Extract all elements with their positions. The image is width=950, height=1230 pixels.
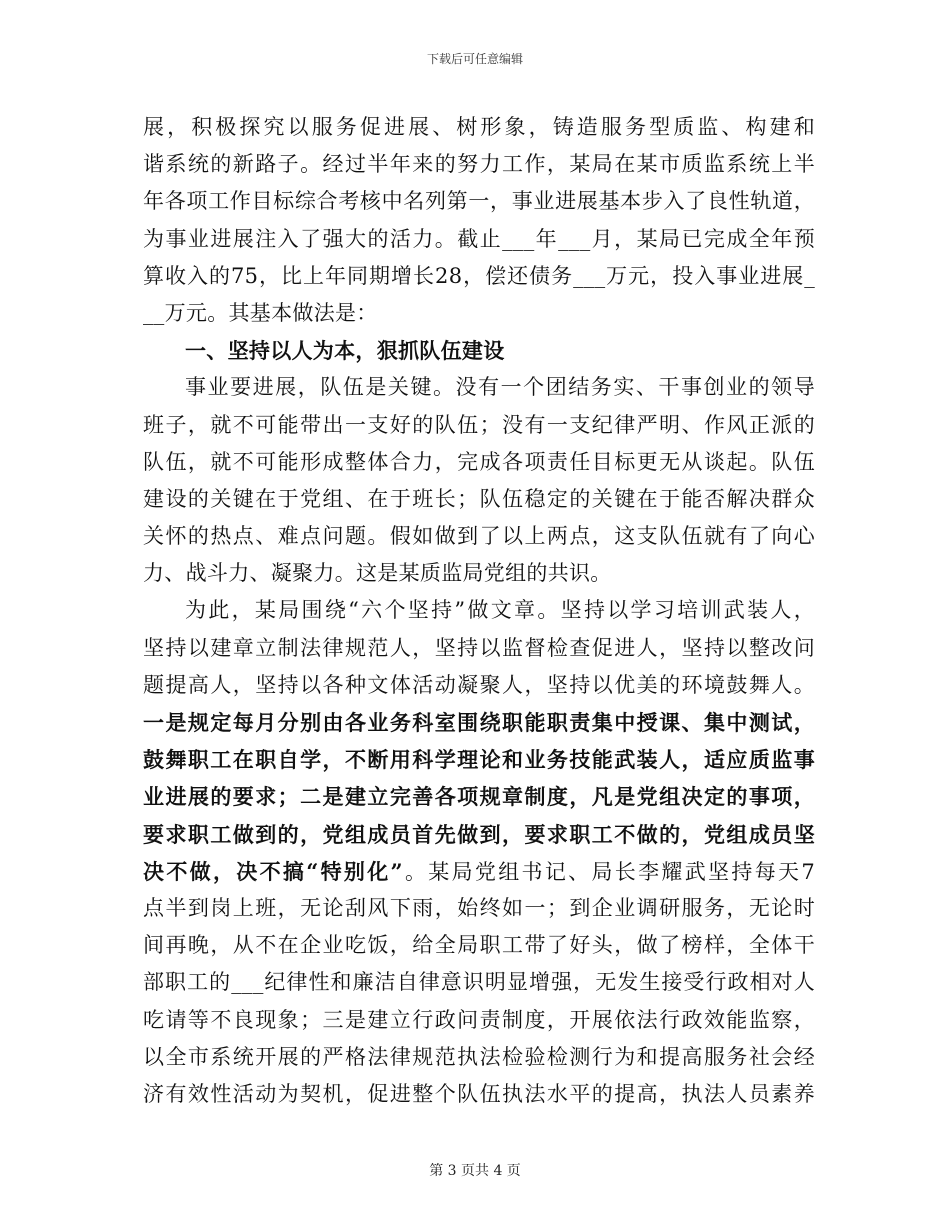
section-heading: 一、坚持以人为本，狠抓队伍建设 bbox=[185, 338, 505, 364]
paragraph-line: 吃请等不良现象；三是建立行政问责制度，开展依法行政效能监察， bbox=[143, 1007, 815, 1032]
paragraph-line: 事业要进展，队伍是关键。没有一个团结务实、干事创业的领导 bbox=[185, 375, 815, 400]
paragraph-line: 为事业进展注入了强大的活力。截止___年___月，某局已完成全年预 bbox=[143, 226, 815, 251]
paragraph-line: 点半到岗上班，无论刮风下雨，始终如一；到企业调研服务，无论时 bbox=[143, 895, 815, 920]
paragraph-line: 以全市系统开展的严格法律规范执法检验检测行为和提高服务社会经 bbox=[143, 1044, 815, 1069]
paragraph-line-bold: 鼓舞职工在职自学，不断用科学理论和业务技能武装人，适应质监事 bbox=[143, 747, 815, 773]
paragraph-line: 队伍，就不可能形成整体合力，完成各项责任目标更无从谈起。队伍 bbox=[143, 449, 815, 474]
paragraph-line-bold: 一是规定每月分别由各业务科室围绕职能职责集中授课、集中测试， bbox=[143, 710, 815, 735]
paragraph-line: 部职工的___纪律性和廉洁自律意识明显增强，无发生接受行政相对人 bbox=[143, 970, 815, 995]
paragraph-line: 关怀的热点、难点问题。假如做到了以上两点，这支队伍就有了向心 bbox=[143, 524, 815, 549]
paragraph-line: 坚持以建章立制法律规范人，坚持以监督检查促进人，坚持以整改问 bbox=[143, 635, 815, 660]
document-body bbox=[143, 109, 815, 1113]
paragraph-line: 力、战斗力、凝聚力。这是某质监局党组的共识。 bbox=[143, 561, 612, 586]
page-header-note: 下载后可任意编辑 bbox=[426, 52, 523, 66]
paragraph-line: 展，积极探究以服务促进展、树形象，铸造服务型质监、构建和 bbox=[143, 115, 815, 139]
paragraph-line: 题提高人，坚持以各种文体活动凝聚人，坚持以优美的环境鼓舞人。 bbox=[143, 672, 815, 697]
paragraph-line: 班子，就不可能带出一支好的队伍；没有一支纪律严明、作风正派的 bbox=[143, 412, 815, 437]
paragraph-line-bold: 业进展的要求；二是建立完善各项规章制度，凡是党组决定的事项， bbox=[143, 784, 815, 810]
paragraph-line: 建设的关键在于党组、在于班长；队伍稳定的关键在于能否解决群众 bbox=[143, 486, 815, 511]
page-footer-number: 第 3 页共 4 页 bbox=[429, 1163, 521, 1179]
paragraph-line: 谐系统的新路子。经过半年来的努力工作，某局在某市质监系统上半 bbox=[143, 152, 815, 177]
paragraph-line: 年各项工作目标综合考核中名列第一，事业进展基本步入了良性轨道， bbox=[143, 189, 815, 214]
paragraph-line-mixed bbox=[143, 853, 815, 890]
paragraph-line: 济有效性活动为契机，促进整个队伍执法水平的提高，执法人员素养 bbox=[143, 1081, 815, 1106]
paragraph-line-bold: 要求职工做到的，党组成员首先做到，要求职工不做的，党组成员坚 bbox=[143, 821, 815, 847]
bold-segment: 决不做，决不搞“特别化” bbox=[143, 858, 403, 884]
paragraph-line: 间再晚，从不在企业吃饭，给全局职工带了好头，做了榜样，全体干 bbox=[143, 933, 815, 958]
paragraph-line: 算收入的75，比上年同期增长28，偿还债务___万元，投入事业进展_ bbox=[143, 263, 815, 288]
regular-segment: 。某局党组书记、局长李耀武坚持每天7 bbox=[402, 859, 815, 884]
paragraph-line: 为此，某局围绕“六个坚持”做文章。坚持以学习培训武装人， bbox=[185, 598, 815, 623]
paragraph-line: __万元。其基本做法是： bbox=[143, 300, 378, 325]
